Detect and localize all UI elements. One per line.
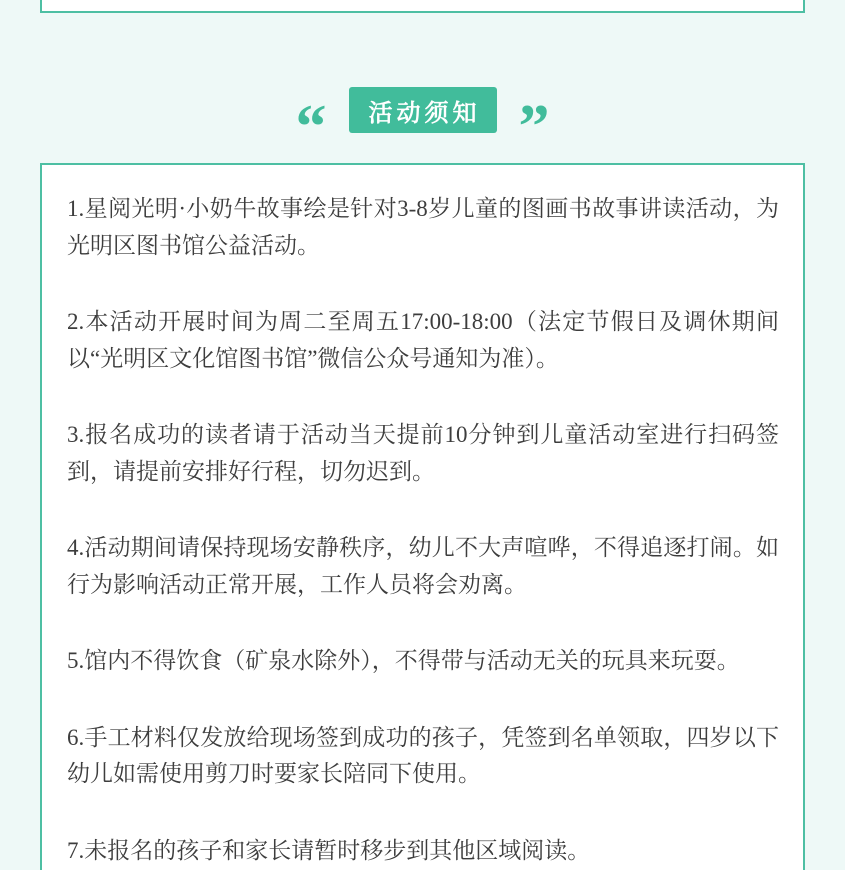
notice-item: 6.手工材料仅发放给现场签到成功的孩子，凭签到名单领取，四岁以下幼儿如需使用剪刀时要家长陪同下使用。 [67, 724, 779, 786]
notice-item: 4.活动期间请保持现场安静秩序，幼儿不大声喧哗，不得追逐打闹。如行为影响活动正常开展，工作人员将会劝离。 [67, 535, 779, 597]
notice-item: 1.星阅光明·小奶牛故事绘是针对3-8岁儿童的图画书故事讲读活动，为光明区图书馆公益活动。 [67, 196, 779, 258]
notice-item: 7.未报名的孩子和家长请暂时移步到其他区域阅读。 [67, 837, 591, 863]
previous-section-box-remnant [40, 0, 805, 13]
notice-item: 2.本活动开展时间为周二至周五17:00-18:00（法定节假日及调休期间以“光明区文化馆图书馆”微信公众号通知为准）。 [67, 309, 779, 371]
open-quote-icon: “ [295, 93, 327, 161]
close-quote-icon: ” [518, 93, 550, 161]
section-header [0, 87, 845, 161]
notice-item: 3.报名成功的读者请于活动当天提前10分钟到儿童活动室进行扫码签到，请提前安排好行程，切勿迟到。 [67, 422, 779, 484]
notice-box [40, 163, 805, 870]
section-title-badge: 活动须知 [349, 87, 497, 133]
notice-item: 5.馆内不得饮食（矿泉水除外），不得带与活动无关的玩具来玩耍。 [67, 648, 740, 673]
